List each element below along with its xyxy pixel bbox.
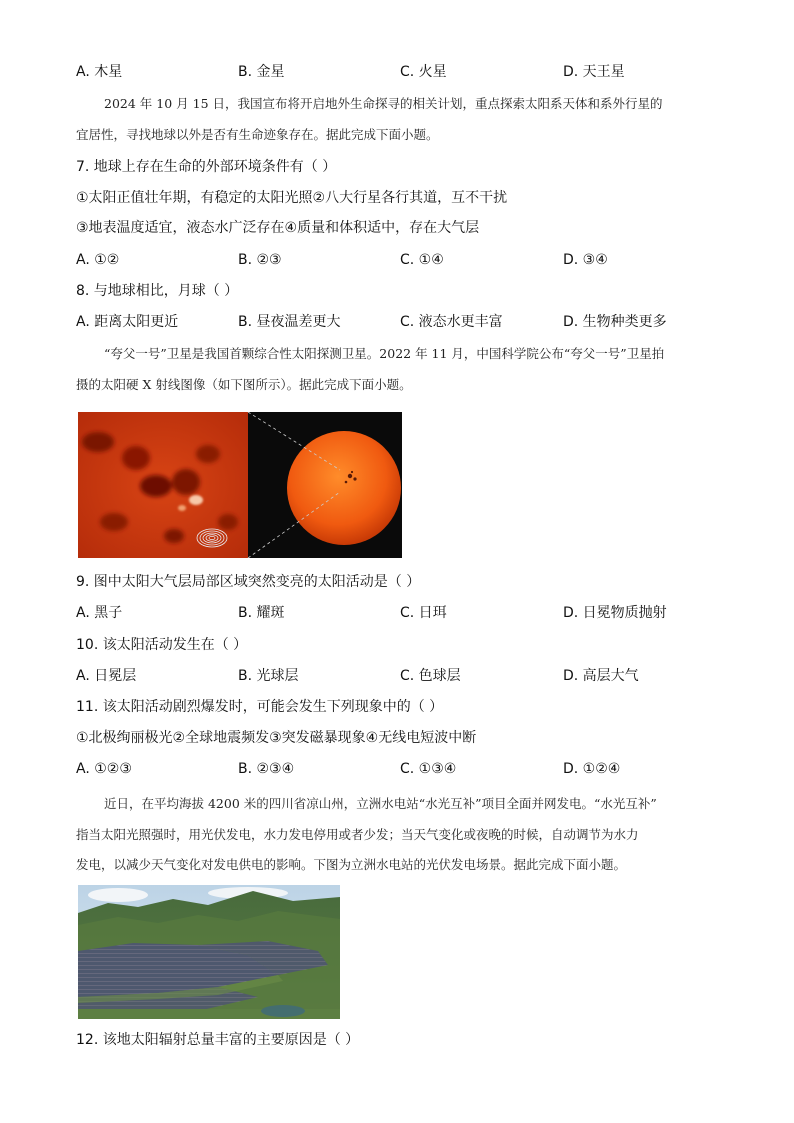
material-1-line-2: 宜居性，寻找地球以外是否有生命迹象存在。据此完成下面小题。 — [76, 127, 439, 142]
q7-stem: 7. 地球上存在生命的外部环境条件有（ ） — [76, 159, 337, 175]
q11-option-c: C. ①③④ — [400, 761, 457, 777]
material-1-line-1: 2024 年 10 月 15 日，我国宣布将开启地外生命探寻的相关计划，重点探索太阳系天体和系外行星的 — [104, 96, 663, 111]
q11-option-a: A. ①②③ — [76, 761, 132, 777]
q12-stem: 12. 该地太阳辐射总量丰富的主要原因是（ ） — [76, 1032, 360, 1048]
q9-option-a: A. 黑子 — [76, 605, 123, 621]
q7-option-b: B. ②③ — [238, 252, 282, 268]
q8-option-d: D. 生物种类更多 — [563, 314, 667, 330]
q6-option-c: C. 火星 — [400, 64, 447, 80]
material-3-line-1: 近日，在平均海拔 4200 米的四川省凉山州，立洲水电站“水光互补”项目全面并网发电。“水光互补” — [104, 796, 657, 811]
q9-option-d: D. 日冕物质抛射 — [563, 605, 667, 621]
q10-option-d: D. 高层大气 — [563, 668, 639, 684]
q11-option-d: D. ①②④ — [563, 761, 621, 777]
q6-option-a: A. 木星 — [76, 64, 123, 80]
q7-option-d: D. ③④ — [563, 252, 608, 268]
q10-option-a: A. 日冕层 — [76, 668, 137, 684]
q6-option-b: B. 金星 — [238, 64, 285, 80]
q6-option-d: D. 天王星 — [563, 64, 625, 80]
q7-option-c: C. ①④ — [400, 252, 444, 268]
q7-items-line-1: ①太阳正值壮年期，有稳定的太阳光照②八大行星各行其道，互不干扰 — [76, 190, 508, 206]
q10-option-c: C. 色球层 — [400, 668, 461, 684]
q11-items: ①北极绚丽极光②全球地震频发③突发磁暴现象④无线电短波中断 — [76, 730, 477, 746]
q11-stem: 11. 该太阳活动剧烈爆发时，可能会发生下列现象中的（ ） — [76, 699, 444, 715]
q10-option-b: B. 光球层 — [238, 668, 299, 684]
q8-option-c: C. 液态水更丰富 — [400, 314, 503, 330]
material-2-line-1: “夸父一号”卫星是我国首颗综合性太阳探测卫星。2022 年 11 月，中国科学院公布“夸父一号”卫星拍 — [104, 346, 665, 361]
material-3-line-3: 发电，以减少天气变化对发电供电的影响。下图为立洲水电站的光伏发电场景。据此完成下面小题。 — [76, 857, 627, 872]
q8-stem: 8. 与地球相比，月球（ ） — [76, 283, 239, 299]
q8-option-b: B. 昼夜温差更大 — [238, 314, 341, 330]
q7-items-line-2: ③地表温度适宜，液态水广泛存在④质量和体积适中，存在大气层 — [76, 220, 480, 236]
q9-option-b: B. 耀斑 — [238, 605, 285, 621]
q11-option-b: B. ②③④ — [238, 761, 295, 777]
q7-option-a: A. ①② — [76, 252, 120, 268]
q8-option-a: A. 距离太阳更近 — [76, 314, 179, 330]
q9-stem: 9. 图中太阳大气层局部区域突然变亮的太阳活动是（ ） — [76, 574, 421, 590]
q10-stem: 10. 该太阳活动发生在（ ） — [76, 637, 248, 653]
solar-xray-figure — [78, 412, 402, 558]
solar-farm-photo — [78, 885, 340, 1019]
material-2-line-2: 摄的太阳硬 X 射线图像（如下图所示）。据此完成下面小题。 — [76, 377, 412, 392]
material-3-line-2: 指当太阳光照强时，用光伏发电，水力发电停用或者少发；当天气变化或夜晚的时候，自动调节为水力 — [76, 827, 639, 842]
q9-option-c: C. 日珥 — [400, 605, 447, 621]
